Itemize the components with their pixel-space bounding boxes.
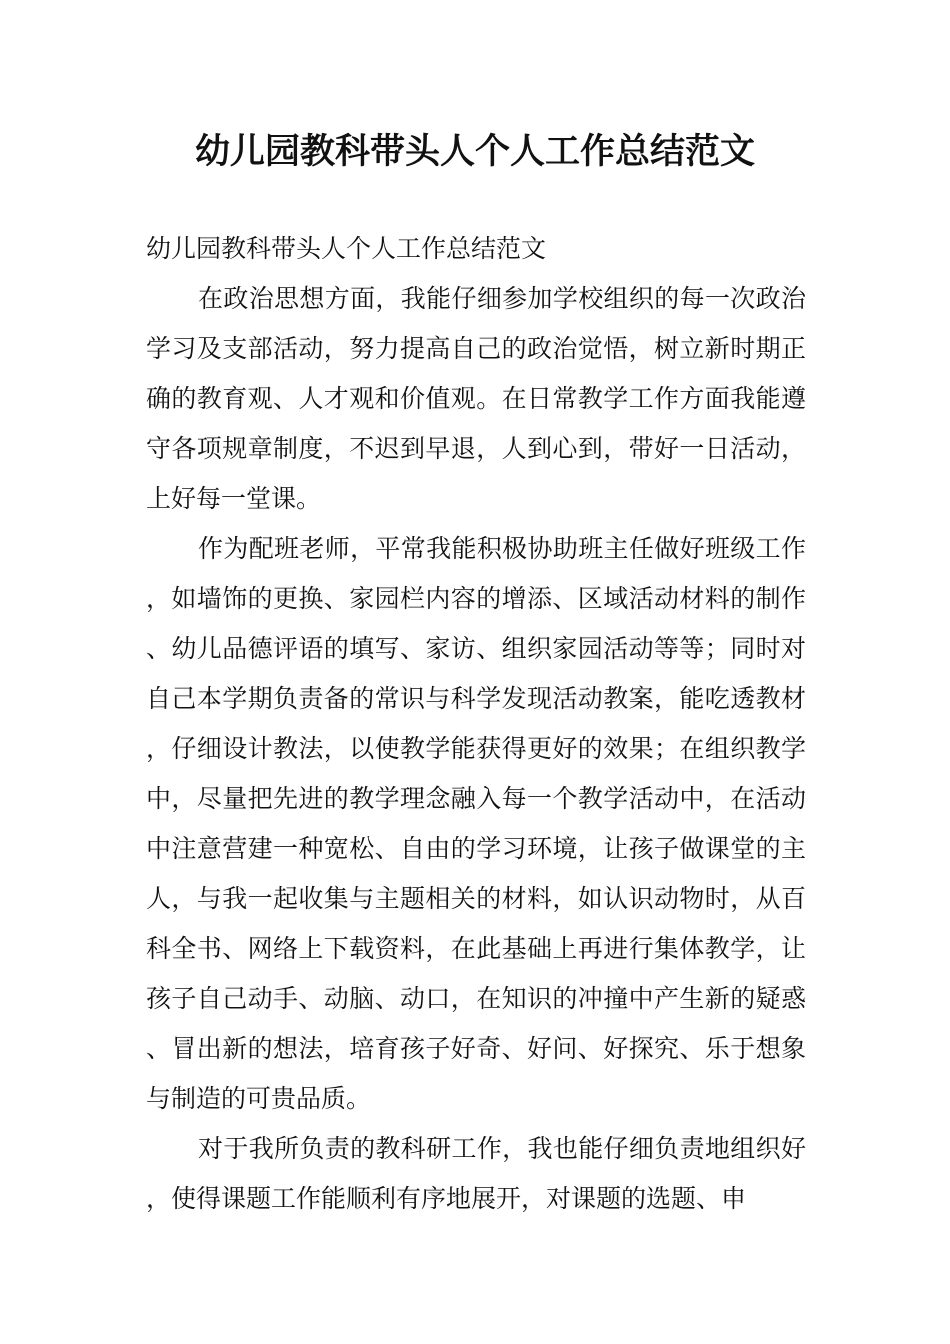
paragraph-political: 在政治思想方面，我能仔细参加学校组织的每一次政治学习及支部活动，努力提高自己的政治觉悟，树立新时期正确的教育观、人才观和价值观。在日常教学工作方面我能遵守各项规章制度，不迟到早退，人到心到，带好一日活动，上好每一堂课。 xyxy=(146,284,806,513)
document-body xyxy=(146,274,806,1224)
paragraph-research-work: 对于我所负责的教科研工作，我也能仔细负责地组织好，使得课题工作能顺利有序地展开，对课题的选题、申 xyxy=(146,1134,806,1213)
paragraph-class-work: 作为配班老师，平常我能积极协助班主任做好班级工作，如墙饰的更换、家园栏内容的增添、区域活动材料的制作、幼儿品德评语的填写、家访、组织家园活动等等；同时对自己本学期负责备的常识与科学发现活动教案，能吃透教材，仔细设计教法，以使教学能获得更好的效果；在组织教学中，尽量把先进的教学理念融入每一个教学活动中，在活动中注意营建一种宽松、自由的学习环境，让孩子做课堂的主人，与我一起收集与主题相关的材料，如认识动物时，从百科全书、网络上下载资料，在此基础上再进行集体教学，让孩子自己动手、动脑、动口，在知识的冲撞中产生新的疑惑、冒出新的想法，培育孩子好奇、好问、好探究、乐于想象与制造的可贵品质。 xyxy=(146,534,806,1113)
document-title: 幼儿园教科带头人个人工作总结范文 xyxy=(194,132,755,172)
document-subtitle: 幼儿园教科带头人个人工作总结范文 xyxy=(146,234,547,263)
